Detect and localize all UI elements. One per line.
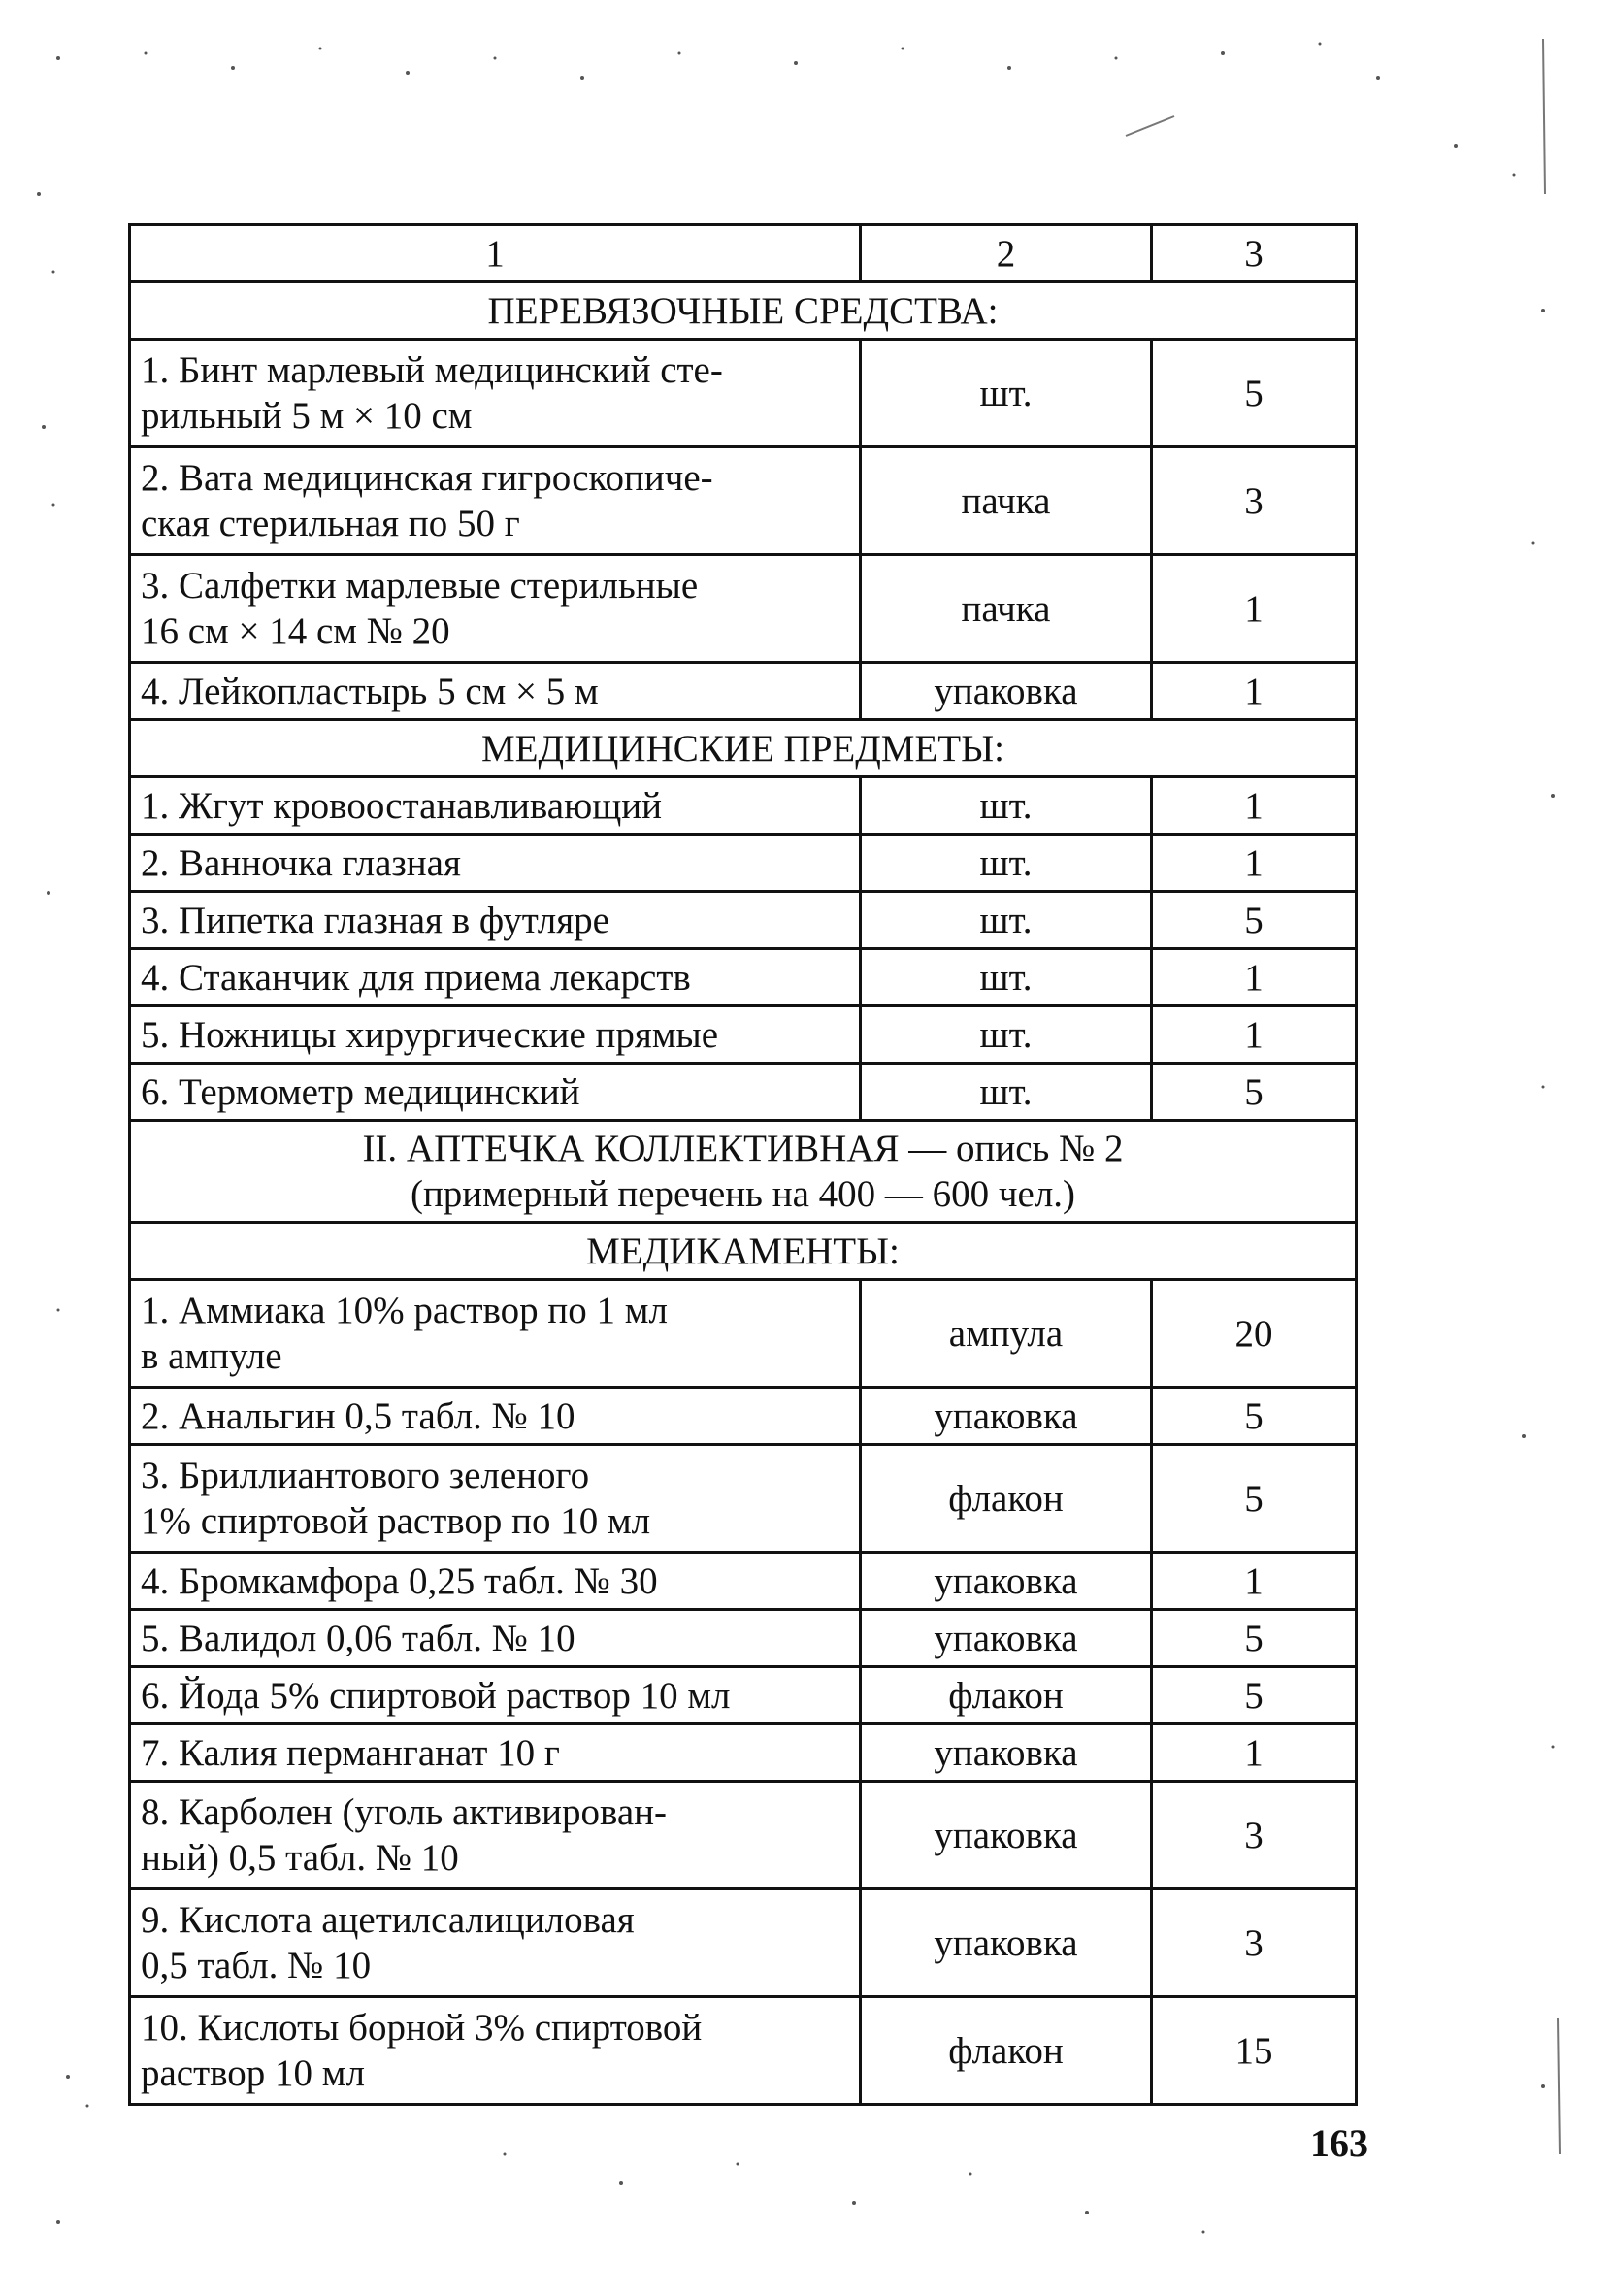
table-row xyxy=(130,1724,1357,1782)
medical-items-heading-row xyxy=(130,720,1357,777)
item-quantity: 3 xyxy=(1152,447,1357,555)
column-number-2: 2 xyxy=(861,225,1152,282)
item-name-line: 6. Термометр медицинский xyxy=(141,1070,580,1113)
item-name xyxy=(130,1006,861,1064)
item-name xyxy=(130,1782,861,1889)
item-quantity: 1 xyxy=(1152,663,1357,720)
item-unit: пачка xyxy=(861,447,1152,555)
table-row xyxy=(130,1610,1357,1667)
item-quantity: 1 xyxy=(1152,777,1357,835)
item-name xyxy=(130,1724,861,1782)
item-name-line: 4. Бромкамфора 0,25 табл. № 30 xyxy=(141,1559,658,1602)
item-name-line: ный) 0,5 табл. № 10 xyxy=(141,1837,459,1879)
item-name xyxy=(130,1997,861,2105)
medical-items-heading: МЕДИЦИНСКИЕ ПРЕДМЕТЫ: xyxy=(130,720,1357,777)
item-name xyxy=(130,1889,861,1997)
item-quantity: 5 xyxy=(1152,1610,1357,1667)
item-name-line: 6. Йода 5% спиртовой раствор 10 мл xyxy=(141,1674,731,1717)
item-unit: шт. xyxy=(861,340,1152,447)
item-name-line: в ампуле xyxy=(141,1335,282,1377)
table-row xyxy=(130,1280,1357,1388)
item-quantity: 5 xyxy=(1152,1445,1357,1553)
item-unit: флакон xyxy=(861,1445,1152,1553)
item-name-line: 5. Валидол 0,06 табл. № 10 xyxy=(141,1617,575,1659)
item-name-line: 3. Салфетки марлевые стерильные xyxy=(141,565,699,607)
item-unit: шт. xyxy=(861,949,1152,1006)
item-name-line: рильный 5 м × 10 см xyxy=(141,395,473,437)
item-quantity: 1 xyxy=(1152,1553,1357,1610)
item-name-line: 8. Карболен (уголь активирован- xyxy=(141,1791,668,1833)
table-row xyxy=(130,1667,1357,1724)
item-name xyxy=(130,1667,861,1724)
table-row xyxy=(130,949,1357,1006)
table-row xyxy=(130,892,1357,949)
item-quantity: 5 xyxy=(1152,1388,1357,1445)
table-row xyxy=(130,1388,1357,1445)
item-quantity: 3 xyxy=(1152,1889,1357,1997)
item-name-line: раствор 10 мл xyxy=(141,2052,365,2094)
item-name-line: 1. Аммиака 10% раствор по 1 мл xyxy=(141,1290,668,1331)
item-name xyxy=(130,1445,861,1553)
item-name-line: 2. Ванночка глазная xyxy=(141,841,461,884)
page-number: 163 xyxy=(1310,2121,1368,2165)
item-name-line: 3. Бриллиантового зеленого xyxy=(141,1455,590,1496)
item-name xyxy=(130,835,861,892)
item-unit: ампула xyxy=(861,1280,1152,1388)
item-quantity: 5 xyxy=(1152,1064,1357,1121)
table-row xyxy=(130,1006,1357,1064)
item-unit: упаковка xyxy=(861,663,1152,720)
item-quantity: 1 xyxy=(1152,555,1357,663)
item-name-line: 3. Пипетка глазная в футляре xyxy=(141,899,609,941)
table-row xyxy=(130,1782,1357,1889)
item-quantity: 1 xyxy=(1152,1006,1357,1064)
item-name-line: 7. Калия перманганат 10 г xyxy=(141,1731,560,1774)
item-name xyxy=(130,1610,861,1667)
item-unit: упаковка xyxy=(861,1388,1152,1445)
item-unit: упаковка xyxy=(861,1782,1152,1889)
item-unit: флакон xyxy=(861,1667,1152,1724)
column-number-row xyxy=(130,225,1357,282)
item-name xyxy=(130,1064,861,1121)
inventory-table xyxy=(128,223,1358,2106)
item-name-line: 4. Стаканчик для приема лекарств xyxy=(141,956,691,999)
item-name xyxy=(130,1553,861,1610)
medicines-heading-row xyxy=(130,1223,1357,1280)
item-name-line: 0,5 табл. № 10 xyxy=(141,1945,372,1986)
item-name-line: 4. Лейкопластырь 5 см × 5 м xyxy=(141,670,599,712)
item-name xyxy=(130,1280,861,1388)
column-number-1: 1 xyxy=(130,225,861,282)
medicines-heading: МЕДИКАМЕНТЫ: xyxy=(130,1223,1357,1280)
kit-heading-row xyxy=(130,1121,1357,1223)
item-unit: шт. xyxy=(861,777,1152,835)
item-unit: флакон xyxy=(861,1997,1152,2105)
item-quantity: 5 xyxy=(1152,340,1357,447)
kit-heading xyxy=(130,1121,1357,1223)
item-quantity: 5 xyxy=(1152,1667,1357,1724)
item-unit: упаковка xyxy=(861,1889,1152,1997)
table-row xyxy=(130,555,1357,663)
dressings-heading-row xyxy=(130,282,1357,340)
item-unit: шт. xyxy=(861,835,1152,892)
item-quantity: 1 xyxy=(1152,949,1357,1006)
item-name xyxy=(130,340,861,447)
item-unit: упаковка xyxy=(861,1724,1152,1782)
table-row xyxy=(130,663,1357,720)
item-name-line: 10. Кислоты борной 3% спиртовой xyxy=(141,2007,703,2049)
item-quantity: 1 xyxy=(1152,835,1357,892)
table-row xyxy=(130,835,1357,892)
item-quantity: 1 xyxy=(1152,1724,1357,1782)
item-quantity: 3 xyxy=(1152,1782,1357,1889)
item-unit: пачка xyxy=(861,555,1152,663)
item-unit: упаковка xyxy=(861,1610,1152,1667)
item-unit: упаковка xyxy=(861,1553,1152,1610)
item-quantity: 20 xyxy=(1152,1280,1357,1388)
table-row xyxy=(130,447,1357,555)
item-name xyxy=(130,555,861,663)
item-unit: шт. xyxy=(861,1064,1152,1121)
item-name-line: 5. Ножницы хирургические прямые xyxy=(141,1013,719,1056)
item-name-line: ская стерильная по 50 г xyxy=(141,503,520,544)
kit-title: II. АПТЕЧКА КОЛЛЕКТИВНАЯ — опись № 2 xyxy=(362,1128,1124,1169)
column-number-3: 3 xyxy=(1152,225,1357,282)
item-unit: шт. xyxy=(861,892,1152,949)
table-row xyxy=(130,1553,1357,1610)
item-name xyxy=(130,447,861,555)
table-row xyxy=(130,1889,1357,1997)
item-quantity: 15 xyxy=(1152,1997,1357,2105)
kit-subtitle: (примерный перечень на 400 — 600 чел.) xyxy=(410,1173,1076,1215)
item-name xyxy=(130,892,861,949)
item-quantity: 5 xyxy=(1152,892,1357,949)
table-row xyxy=(130,340,1357,447)
item-name-line: 2. Анальгин 0,5 табл. № 10 xyxy=(141,1394,575,1437)
table-row xyxy=(130,1445,1357,1553)
item-name-line: 1% спиртовой раствор по 10 мл xyxy=(141,1500,651,1542)
table-row xyxy=(130,777,1357,835)
item-name-line: 16 см × 14 см № 20 xyxy=(141,610,450,652)
table-row xyxy=(130,1997,1357,2105)
item-name xyxy=(130,663,861,720)
item-name-line: 1. Бинт марлевый медицинский сте- xyxy=(141,349,723,391)
item-name xyxy=(130,949,861,1006)
item-name-line: 1. Жгут кровоостанавливающий xyxy=(141,784,662,827)
item-name-line: 9. Кислота ацетилсалициловая xyxy=(141,1899,635,1941)
dressings-heading: ПЕРЕВЯЗОЧНЫЕ СРЕДСТВА: xyxy=(130,282,1357,340)
item-name xyxy=(130,777,861,835)
item-name xyxy=(130,1388,861,1445)
item-unit: шт. xyxy=(861,1006,1152,1064)
table-row xyxy=(130,1064,1357,1121)
item-name-line: 2. Вата медицинская гигроскопиче- xyxy=(141,457,713,499)
